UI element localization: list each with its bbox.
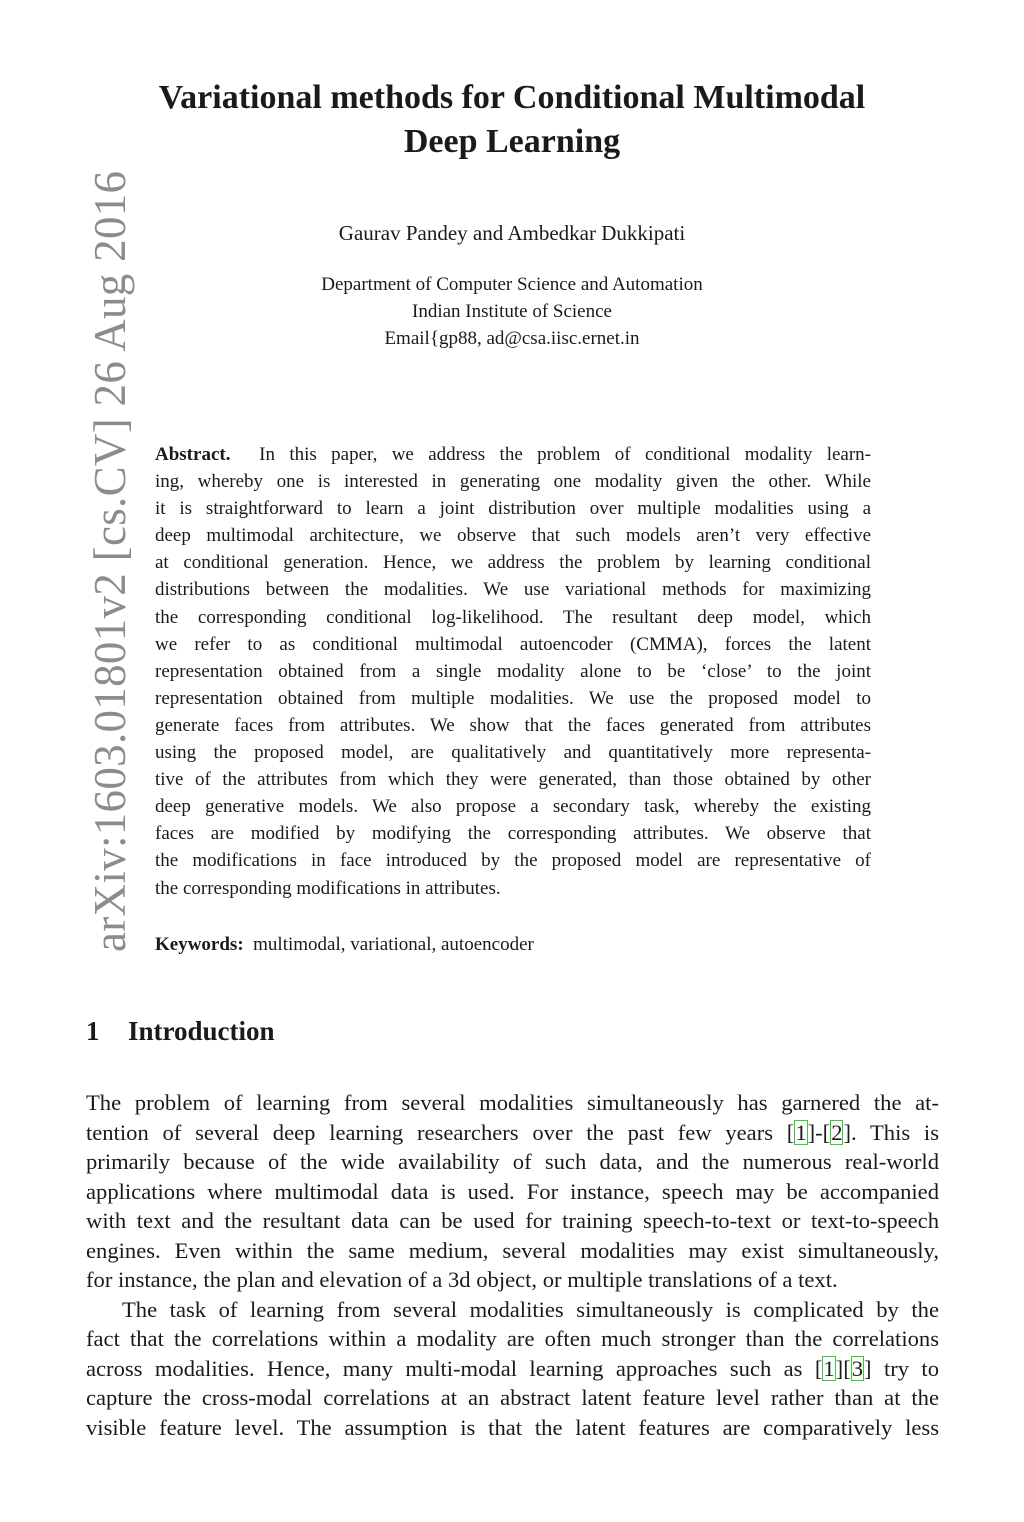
intro-text: tention of several deep learning researchers over the past few years [ [86, 1119, 795, 1145]
intro-line: The task of learning from several modalities simultaneously is complicated by the [122, 1296, 939, 1322]
abstract-line: faces are modified by modifying the corresponding attributes. We observe that [155, 823, 871, 845]
abstract-line: deep multimodal architecture, we observe that such models aren’t very effective [155, 525, 871, 547]
abstract-line: distributions between the modalities. We use variational methods for maximizing [155, 579, 871, 601]
section-number: 1 [86, 1016, 100, 1046]
abstract-line: it is straightforward to learn a joint distribution over multiple modalities using a [155, 498, 871, 520]
keywords [155, 931, 871, 958]
abstract [155, 441, 871, 902]
abstract-line: the modifications in face introduced by the proposed model are representative of [155, 850, 871, 872]
abstract-line: tive of the attributes from which they were generated, than those obtained by other [155, 769, 871, 791]
abstract-line: ing, whereby one is interested in generating one modality given the other. While [155, 471, 871, 493]
abstract-line: the corresponding modifications in attributes. [155, 877, 501, 899]
title-line-1: Variational methods for Conditional Multimodal [158, 79, 866, 116]
paper-title [100, 76, 924, 164]
arxiv-identifier-stamp: arXiv:1603.01801v2 [cs.CV] 26 Aug 2016 [85, 170, 135, 952]
section-title: Introduction [128, 1016, 275, 1046]
abstract-label: Abstract. [155, 444, 231, 465]
abstract-line: at conditional generation. Hence, we address the problem by learning conditional [155, 552, 871, 574]
abstract-line: the corresponding conditional log-likelihood. The resultant deep model, which [155, 606, 871, 628]
authors: Gaurav Pandey and Ambedkar Dukkipati [338, 221, 686, 245]
intro-text: ]. This is [843, 1119, 939, 1145]
abstract-line: deep generative models. We also propose a secondary task, whereby the existing [155, 796, 871, 818]
intro-text: ]-[ [807, 1119, 831, 1145]
intro-line: fact that the correlations within a modality are often much stronger than the correlations [86, 1326, 939, 1351]
department: Department of Computer Science and Automation [321, 274, 703, 295]
citation-link-3[interactable]: 3 [851, 1355, 864, 1381]
citation-link-1[interactable]: 1 [795, 1119, 807, 1145]
intro-text: ] try to [864, 1355, 940, 1381]
keywords-label: Keywords: [155, 934, 244, 955]
introduction-body [86, 1088, 939, 1442]
citation-link-2[interactable]: 2 [831, 1119, 843, 1145]
abstract-line: representation obtained from multiple modalities. We use the proposed model to [155, 687, 871, 709]
abstract-line: generate faces from attributes. We show that the faces generated from attributes [155, 714, 871, 736]
intro-text: ][ [835, 1355, 851, 1381]
citation-link-1[interactable]: 1 [823, 1355, 835, 1381]
intro-line: engines. Even within the same medium, several modalities may exist simultaneously, [86, 1237, 939, 1263]
intro-line: applications where multimodal data is used. For instance, speech may be accompanied [86, 1178, 939, 1204]
intro-line [86, 1354, 939, 1384]
abstract-text: In this paper, we address the problem of conditional modality learn- [259, 444, 871, 465]
keywords-text: multimodal, variational, autoencoder [253, 934, 534, 955]
intro-line [86, 1118, 939, 1148]
abstract-line: using the proposed model, are qualitatively and quantitatively more representa- [155, 742, 871, 764]
intro-line: for instance, the plan and elevation of a 3d object, or multiple translations of a text. [86, 1267, 838, 1292]
intro-line: capture the cross-modal correlations at an abstract latent feature level rather than at the [86, 1385, 939, 1410]
abstract-line [155, 441, 871, 468]
abstract-line: we refer to as conditional multimodal autoencoder (CMMA), forces the latent [155, 633, 871, 655]
intro-line: visible feature level. The assumption is that the latent features are comparatively less [86, 1414, 939, 1440]
intro-line: with text and the resultant data can be used for training speech-to-text or text-to-speech [86, 1208, 939, 1233]
institute: Indian Institute of Science [412, 301, 612, 322]
intro-line: primarily because of the wide availability of such data, and the numerous real-world [86, 1149, 939, 1174]
section-heading-introduction [86, 1013, 275, 1049]
title-line-2: Deep Learning [403, 123, 621, 160]
abstract-line: representation obtained from a single modality alone to be ‘close’ to the joint [155, 660, 871, 682]
intro-line: The problem of learning from several modalities simultaneously has garnered the at- [86, 1090, 939, 1115]
intro-text: across modalities. Hence, many multi-modal learning approaches such as [ [86, 1355, 823, 1381]
affiliation [100, 271, 924, 352]
email: Email{gp88, ad@csa.iisc.ernet.in [384, 328, 640, 349]
